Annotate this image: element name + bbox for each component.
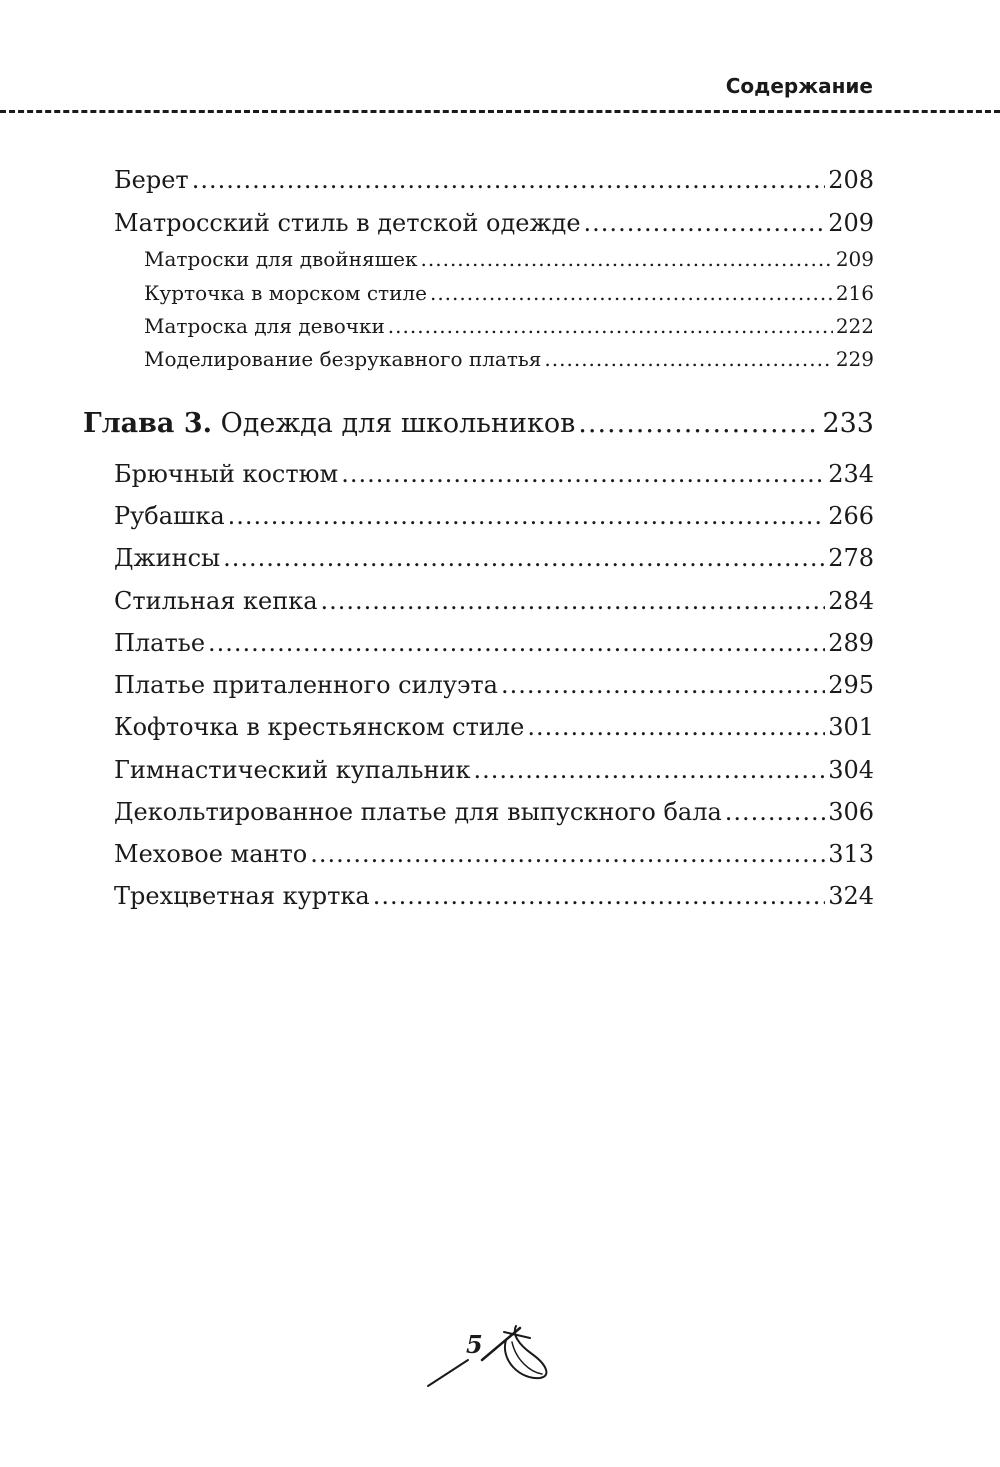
page-number: 5 [466, 1330, 483, 1359]
toc-subentry[interactable] [144, 347, 874, 371]
chapter-title: Одежда для школьников [220, 408, 576, 439]
toc-entry-page: 222 [835, 314, 874, 338]
toc-leader [527, 713, 825, 741]
toc-leader [473, 756, 825, 784]
toc-subentry[interactable] [144, 281, 874, 305]
toc-entry-page: 209 [835, 247, 874, 271]
toc-entry-title: Матросский стиль в детской одежде [114, 209, 581, 237]
toc-leader [725, 798, 825, 826]
toc-entry[interactable] [114, 502, 874, 530]
toc-entry-page: 301 [828, 713, 874, 741]
toc-entry-page: 304 [828, 756, 874, 784]
toc-entry-title: Матроски для двойняшек [144, 247, 418, 271]
toc-entry-title: Платье приталенного силуэта [114, 671, 498, 699]
toc-entry-title: Стильная кепка [114, 587, 318, 615]
toc-leader [578, 408, 819, 439]
toc-leader [421, 247, 833, 271]
toc-entry-page: 229 [835, 347, 874, 371]
toc-entry-title: Платье [114, 629, 206, 657]
toc-leader [310, 840, 825, 868]
toc-entry-title: Трехцветная куртка [114, 882, 370, 910]
toc-entry-title: Меховое манто [114, 840, 308, 868]
toc-entry-page: 289 [828, 629, 874, 657]
toc-entry[interactable] [114, 209, 874, 237]
toc-entry-page: 234 [828, 460, 874, 488]
toc-entry-page: 313 [828, 840, 874, 868]
toc-entry[interactable] [114, 756, 874, 784]
toc-entry-title: Рубашка [114, 502, 225, 530]
toc-entry[interactable] [114, 840, 874, 868]
toc-entry-page: 216 [835, 281, 874, 305]
sewing-needle-icon [420, 1320, 560, 1390]
toc-entry[interactable] [114, 882, 874, 910]
toc-entry-page: 306 [828, 798, 874, 826]
running-head: Содержание [725, 74, 873, 98]
toc-entry[interactable] [114, 629, 874, 657]
toc-leader [388, 314, 833, 338]
toc-entry-page: 266 [828, 502, 874, 530]
toc-entry-title: Декольтированное платье для выпускного бала [114, 798, 722, 826]
toc-leader [321, 587, 826, 615]
chapter-label: Глава 3. [83, 408, 213, 439]
toc-entry-page: 208 [828, 166, 874, 194]
toc-entry-page: 284 [828, 587, 874, 615]
toc-leader [208, 629, 825, 657]
toc-entry-title: Берет [114, 166, 189, 194]
toc-entry[interactable] [114, 166, 874, 194]
toc-leader [223, 544, 825, 572]
toc-entry-title: Курточка в морском стиле [144, 281, 427, 305]
toc-chapter[interactable] [83, 408, 874, 439]
toc-entry-page: 209 [828, 209, 874, 237]
toc-entry[interactable] [114, 713, 874, 741]
toc-entry-title: Брючный костюм [114, 460, 339, 488]
toc-leader [584, 209, 826, 237]
toc-leader [501, 671, 825, 699]
chapter-page: 233 [822, 408, 874, 439]
toc-entry-title: Джинсы [114, 544, 221, 572]
chapter-heading [83, 408, 575, 439]
toc-entry[interactable] [114, 544, 874, 572]
toc-entry[interactable] [114, 587, 874, 615]
toc-entry[interactable] [114, 460, 874, 488]
toc-entry-page: 295 [828, 671, 874, 699]
toc-leader [544, 347, 832, 371]
toc-entry-title: Матроска для девочки [144, 314, 385, 338]
toc-entry-page: 278 [828, 544, 874, 572]
toc-entry[interactable] [114, 798, 874, 826]
toc-entry-title: Моделирование безрукавного платья [144, 347, 542, 371]
toc-leader [228, 502, 826, 530]
toc-subentry[interactable] [144, 314, 874, 338]
toc-leader [192, 166, 826, 194]
toc-leader [430, 281, 833, 305]
toc-entry[interactable] [114, 671, 874, 699]
toc-leader [341, 460, 825, 488]
toc-entry-title: Кофточка в крестьянском стиле [114, 713, 525, 741]
toc-subentry[interactable] [144, 247, 874, 271]
toc-entry-page: 324 [828, 882, 874, 910]
toc-leader [373, 882, 826, 910]
toc-entry-title: Гимнастический купальник [114, 756, 471, 784]
